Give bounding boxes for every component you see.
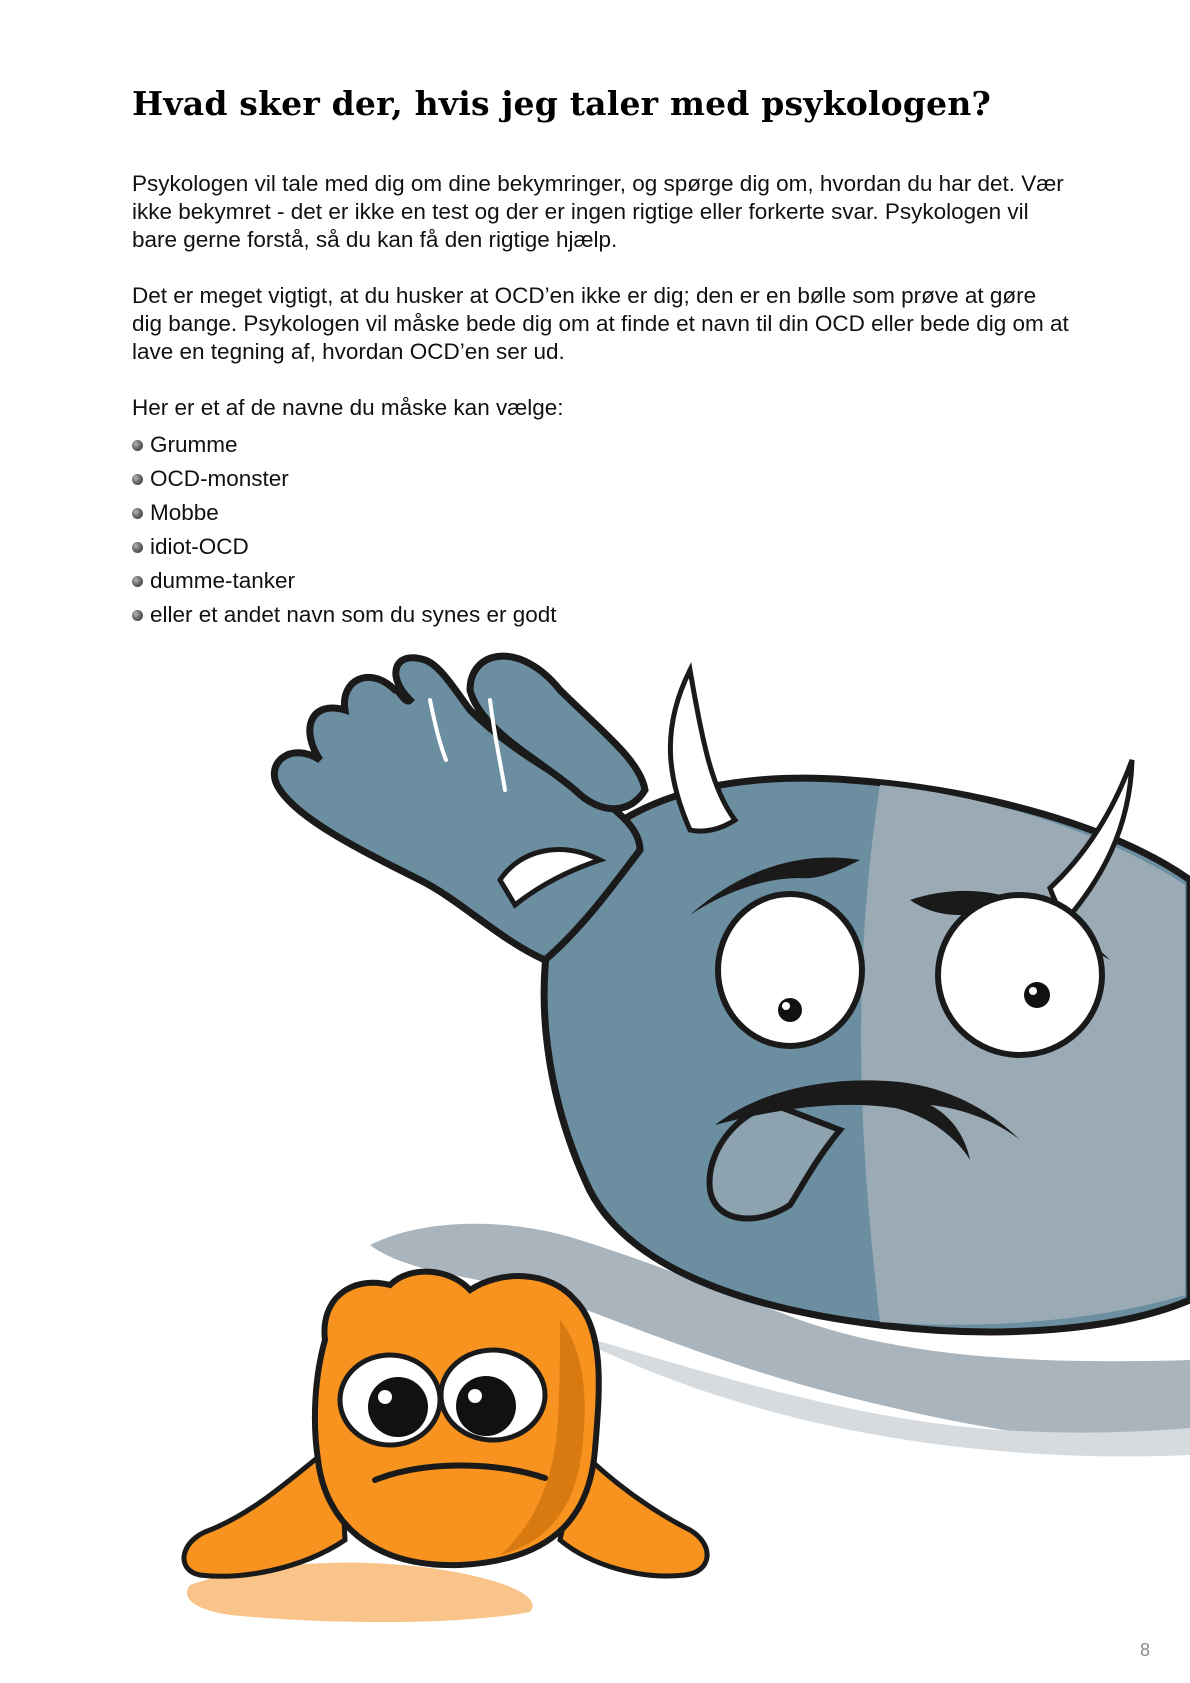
monster-thumb bbox=[470, 656, 645, 809]
creature-left-pupil bbox=[368, 1377, 428, 1437]
page-title: Hvad sker der, hvis jeg taler med psykologen? bbox=[132, 84, 992, 123]
list-item: OCD-monster bbox=[132, 462, 1072, 496]
paragraph-intro: Psykologen vil tale med dig om dine bekymringer, og spørge dig om, hvordan du har det. Vær ikke bekymret - det er ikke en test og der er ingen rigtige eller forkerte svar. Psykologen vil bare gerne forstå, så du kan få den rigtige hjælp. bbox=[132, 171, 1064, 252]
monster-tongue bbox=[710, 1105, 840, 1219]
right-horn-icon bbox=[1050, 760, 1132, 918]
list-item: Mobbe bbox=[132, 496, 1072, 530]
paragraph-names-intro: Her er et af de navne du måske kan vælge: bbox=[132, 395, 564, 420]
creature-right-arm bbox=[560, 1450, 707, 1576]
monster-body-highlight bbox=[861, 785, 1185, 1325]
creature-left-glint bbox=[378, 1390, 392, 1404]
monster-body bbox=[544, 778, 1190, 1332]
left-eye bbox=[718, 894, 862, 1046]
paragraph-ocd-is-not-you: Det er meget vigtigt, at du husker at OCD’en ikke er dig; den er en bølle som prøve at gøre dig bange. Psykologen vil måske bede dig om at finde et navn til din OCD eller bede dig om at lave en tegning af, hvordan OCD’en ser ud. bbox=[132, 283, 1069, 364]
finger-highlight bbox=[430, 700, 446, 760]
name-options-list bbox=[132, 428, 1072, 632]
bullet-icon bbox=[132, 508, 143, 519]
creature-right-eye bbox=[441, 1350, 545, 1440]
bullet-icon bbox=[132, 474, 143, 485]
creature-left-arm bbox=[184, 1440, 345, 1576]
creature-body-shade bbox=[500, 1320, 585, 1555]
right-pupil bbox=[1024, 982, 1050, 1008]
list-item: Grumme bbox=[132, 428, 1072, 462]
creature-mouth bbox=[375, 1465, 545, 1480]
creature-body bbox=[315, 1272, 599, 1566]
list-item: dumme-tanker bbox=[132, 564, 1072, 598]
list-item: idiot-OCD bbox=[132, 530, 1072, 564]
creature-left-eye bbox=[340, 1355, 440, 1445]
bullet-icon bbox=[132, 576, 143, 587]
creature-right-pupil bbox=[456, 1376, 516, 1436]
right-pupil-glint bbox=[1029, 987, 1037, 995]
left-pupil-glint bbox=[782, 1002, 790, 1010]
body-text bbox=[132, 170, 1072, 632]
creature-shadow bbox=[187, 1563, 533, 1623]
blue-monster bbox=[274, 656, 1190, 1332]
left-horn-icon bbox=[670, 670, 735, 831]
page-number: 8 bbox=[1139, 1640, 1150, 1660]
bullet-icon bbox=[132, 440, 143, 451]
bullet-icon bbox=[132, 610, 143, 621]
left-pupil bbox=[778, 998, 802, 1022]
monster-finger-loop bbox=[500, 850, 600, 905]
bullet-icon bbox=[132, 542, 143, 553]
monster-mouth bbox=[715, 1080, 1020, 1160]
creature-right-glint bbox=[468, 1389, 482, 1403]
right-eyebrow bbox=[910, 891, 1110, 960]
list-item: eller et andet navn som du synes er godt bbox=[132, 598, 1072, 632]
left-eyebrow bbox=[690, 857, 860, 915]
monster-shadow bbox=[370, 1224, 1190, 1445]
right-eye bbox=[938, 895, 1102, 1055]
monster-arm bbox=[274, 658, 640, 960]
monster-shadow-light bbox=[560, 1330, 1190, 1456]
orange-creature bbox=[184, 1272, 707, 1623]
finger-highlight bbox=[490, 700, 505, 790]
